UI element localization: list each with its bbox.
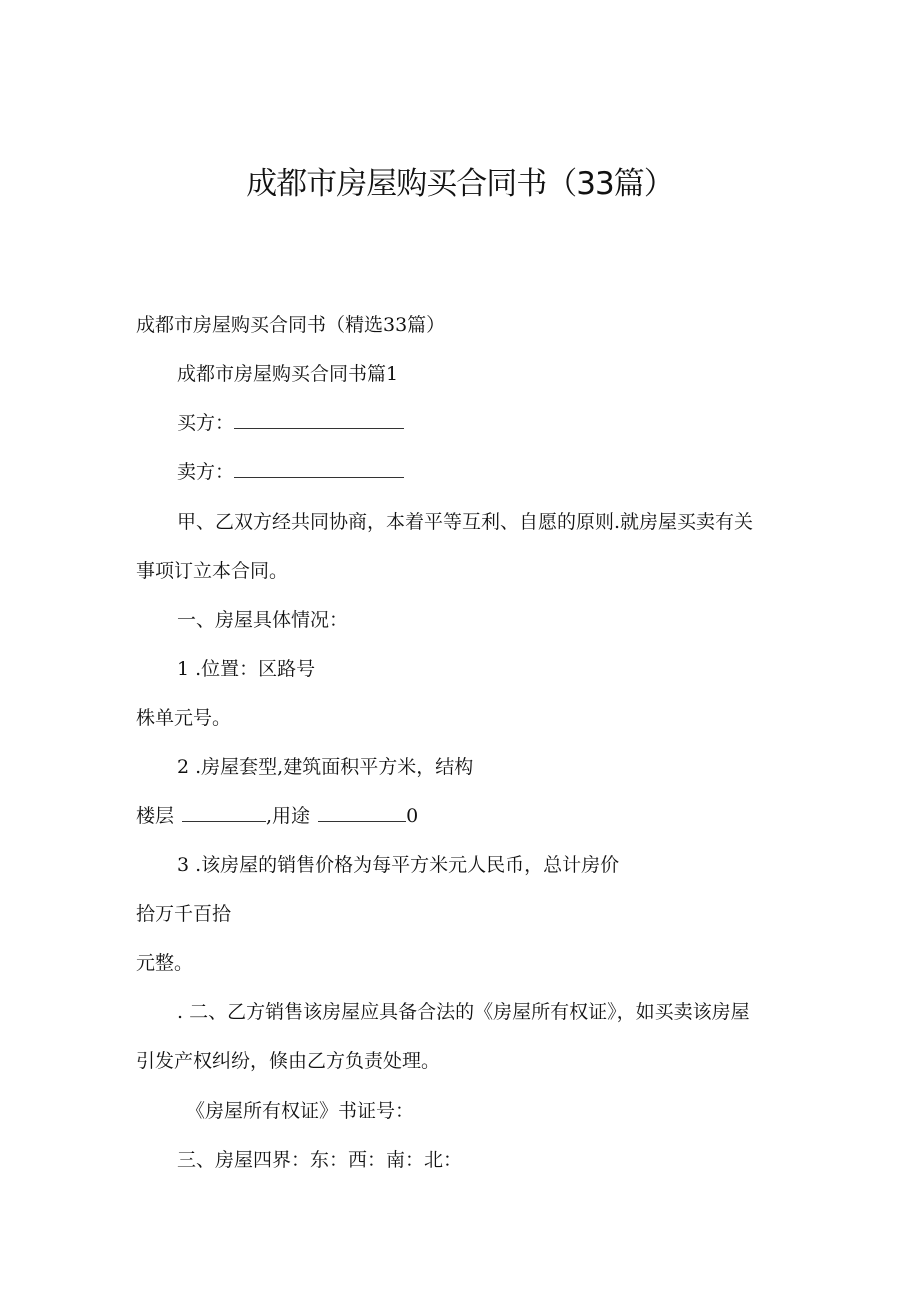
use-blank[interactable] [318, 802, 406, 822]
seller-line [177, 458, 404, 486]
clause-3-line: 三、房屋四界：东：西：南：北： [177, 1149, 463, 1171]
item-3-line-1: 3 .该房屋的销售价格为每平方米元人民币，总计房价 [177, 854, 620, 876]
item-2-line-2 [136, 802, 418, 830]
certificate-number-line: 《房屋所有权证》书证号： [186, 1100, 415, 1122]
clause-2-line-1: . 二、乙方销售该房屋应具备合法的《房屋所有权证》，如买卖该房屋 [177, 1001, 750, 1023]
seller-label: 卖方： [177, 461, 235, 483]
clause-1-heading: 一、房屋具体情况： [177, 609, 349, 631]
document-title: 成都市房屋购买合同书（33篇） [246, 166, 674, 202]
floor-label: 楼层 [136, 805, 175, 827]
clause-2-line-2: 引发产权纠纷，倏由乙方负责处理。 [136, 1050, 441, 1072]
document-subtitle: 成都市房屋购买合同书（精选33篇） [136, 314, 446, 336]
item-2-tail: 0 [406, 805, 419, 827]
buyer-label: 买方： [177, 412, 235, 434]
item-2-line-1: 2 .房屋套型,建筑面积平方米，结构 [177, 756, 474, 778]
intro-paragraph-line-2: 事项订立本合同。 [136, 560, 289, 582]
item-1-line-1: 1 .位置：区路号 [177, 658, 316, 680]
buyer-blank[interactable] [234, 409, 404, 429]
seller-blank[interactable] [234, 458, 404, 478]
use-label: ,用途 [266, 805, 311, 827]
buyer-line [177, 409, 404, 437]
item-3-line-2: 拾万千百拾 [136, 903, 232, 925]
floor-blank[interactable] [182, 802, 266, 822]
section-heading: 成都市房屋购买合同书篇1 [177, 363, 399, 385]
intro-paragraph-line-1: 甲、乙双方经共同协商，本着平等互利、自愿的原则.就房屋买卖有关 [177, 511, 754, 533]
item-1-line-2: 株单元号。 [136, 707, 232, 729]
item-3-line-3: 元整。 [136, 952, 194, 974]
